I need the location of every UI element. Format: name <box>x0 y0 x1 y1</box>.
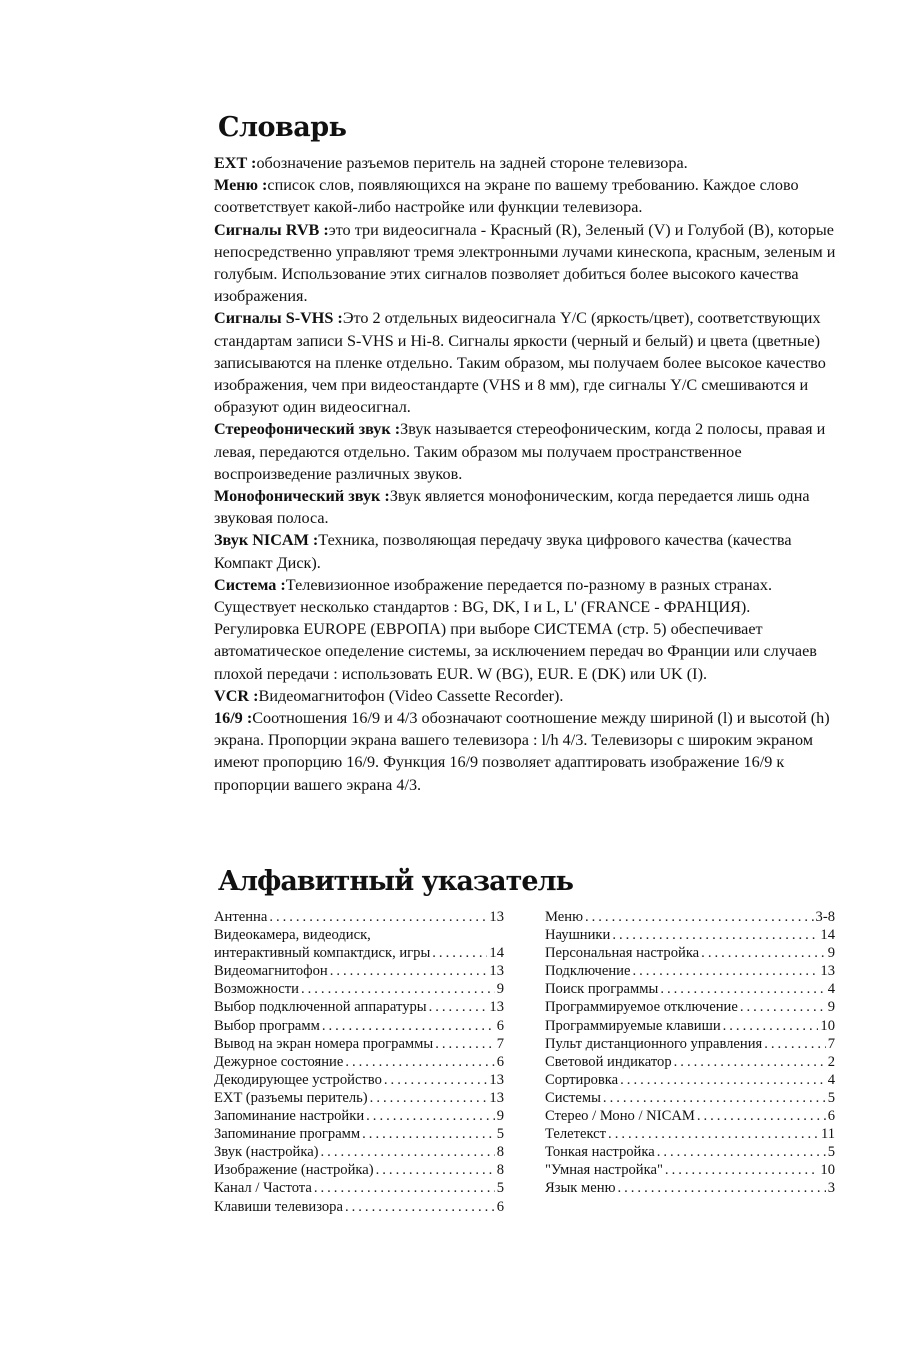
index-entry-label: Выбор программ <box>214 1017 320 1034</box>
index-entry-page: 13 <box>489 1089 504 1106</box>
index-entry-label: Тонкая настройка <box>545 1144 655 1161</box>
index-entry <box>214 1089 504 1107</box>
index-entry-page: 14 <box>489 945 504 962</box>
index-entry-label: Запоминание программ <box>214 1126 361 1143</box>
index-entry <box>545 908 835 926</box>
index-entry <box>545 1071 835 1089</box>
glossary-term: Сигналы S-VHS : <box>214 309 343 328</box>
index-entry <box>545 1143 835 1161</box>
index-entry-page: 9 <box>827 999 835 1016</box>
index-entry-label: "Умная настройка" <box>545 1162 663 1179</box>
index-entry-label: Антенна <box>214 909 268 925</box>
dot-leader <box>301 980 495 998</box>
dot-leader <box>697 1107 826 1125</box>
index-entry-page: 13 <box>820 963 835 980</box>
dot-leader <box>330 962 488 980</box>
glossary-term: Звук NICAM : <box>214 531 319 550</box>
dot-leader <box>429 998 488 1016</box>
index-entry <box>545 1089 835 1107</box>
index-entry-page: 8 <box>496 1144 504 1161</box>
index-entry <box>214 944 504 962</box>
index-entry-label: Звук (настройка) <box>214 1144 319 1161</box>
glossary-term: 16/9 : <box>214 709 253 728</box>
dot-leader <box>314 1179 495 1197</box>
index-entry-label: Программируемые клавиши <box>545 1017 721 1034</box>
glossary-entry <box>214 152 854 174</box>
index-entry-page: 6 <box>496 1198 504 1215</box>
dot-leader <box>585 908 814 926</box>
index-entry <box>214 1017 504 1035</box>
index-entry <box>214 1179 504 1197</box>
glossary-definition: список слов, появляющихся на экране по вашему требованию. Каждое слово соответствует какой-либо настройке или функции телевизора. <box>214 176 799 217</box>
dot-leader <box>617 1179 825 1197</box>
index-entry-page: 13 <box>489 1071 504 1088</box>
index-entry <box>214 926 504 944</box>
glossary-entry <box>214 219 854 308</box>
glossary-definition: Регулировка EUROPE (ЕВРОПА) при выборе СИСТЕМА (стр. 5) обеспечивает автоматическое опеделение системы, за исключением передач во Франции или случаев плохой передачи : использовать EUR. W (BG), EUR. E (DK) или UK (I). <box>214 620 817 683</box>
dot-leader <box>384 1071 488 1089</box>
index-entry-page: 8 <box>496 1162 504 1179</box>
index-entry <box>545 980 835 998</box>
dot-leader <box>657 1143 826 1161</box>
glossary-term: Монофонический звук : <box>214 487 390 506</box>
index-entry-page: 13 <box>489 909 504 925</box>
index-entry-page: 9 <box>496 981 504 998</box>
glossary-term: Система : <box>214 575 286 594</box>
glossary-entry <box>214 307 854 418</box>
glossary-definition: Телевизионное изображение передается по-разному в разных странах. Существует несколько стандартов : BG, DK, I и L, L' (FRANCE - ФРАНЦИЯ). <box>214 575 772 617</box>
index-entry-label: Световой индикатор <box>545 1053 672 1070</box>
dot-leader <box>345 1053 494 1071</box>
dot-leader <box>603 1089 826 1107</box>
dot-leader <box>370 1089 488 1107</box>
index-entry-label: Дежурное состояние <box>214 1053 344 1070</box>
index-entry-label: Меню <box>545 909 583 925</box>
glossary-term: Меню : <box>214 176 268 195</box>
index-entry-page: 5 <box>496 1126 504 1143</box>
dot-leader <box>322 1017 495 1035</box>
dot-leader <box>608 1125 819 1143</box>
index-entry-page: 7 <box>496 1035 504 1052</box>
index-column-left <box>214 908 504 1216</box>
index-entry <box>545 1125 835 1143</box>
dot-leader <box>701 944 826 962</box>
index-entry-label: Поиск программы <box>545 981 659 998</box>
index-entry <box>214 1198 504 1216</box>
index-entry <box>214 908 504 926</box>
glossary-definition: обозначение разъемов перитель на задней стороне телевизора. <box>256 154 688 172</box>
index-entry-page: 5 <box>827 1144 835 1161</box>
index-entry <box>545 1161 835 1179</box>
index-entry-label: Возможности <box>214 981 299 998</box>
index-entry-page: 10 <box>820 1162 835 1179</box>
dot-leader <box>366 1107 495 1125</box>
index-entry <box>214 1125 504 1143</box>
index-entry <box>545 1053 835 1071</box>
dot-leader <box>764 1035 825 1053</box>
index-entry-page: 4 <box>827 1071 835 1088</box>
index-entry-page: 6 <box>496 1017 504 1034</box>
dot-leader <box>632 962 818 980</box>
index-entry-page: 14 <box>820 927 835 944</box>
index-entry-label: Клавиши телевизора <box>214 1198 343 1215</box>
index-entry <box>214 1161 504 1179</box>
index-entry <box>545 998 835 1016</box>
glossary-entry <box>214 485 854 529</box>
index-entry-page: 4 <box>827 981 835 998</box>
dot-leader <box>660 980 825 998</box>
index-entry-label: Канал / Частота <box>214 1180 312 1197</box>
glossary-term: EXT : <box>214 154 257 172</box>
glossary-definition: Видеомагнитофон (Video Cassette Recorder). <box>258 686 564 705</box>
dot-leader <box>674 1053 826 1071</box>
glossary-title: Словарь <box>218 112 347 143</box>
index-entry <box>214 1053 504 1071</box>
glossary-list <box>214 152 854 796</box>
index-entry-label: Программируемое отключение <box>545 999 738 1016</box>
index-entry-label: Сортировка <box>545 1071 619 1088</box>
index-entry <box>214 962 504 980</box>
glossary-entry <box>214 418 854 485</box>
index-entry-label: EXT (разъемы перитель) <box>214 1089 368 1106</box>
index-entry-label: Видеокамера, видеодиск, <box>214 927 371 944</box>
index-entry-label: Вывод на экран номера программы <box>214 1035 434 1052</box>
index-entry <box>545 1179 835 1197</box>
dot-leader <box>620 1071 826 1089</box>
index-entry <box>214 980 504 998</box>
index-entry <box>214 1107 504 1125</box>
glossary-definition: Соотношения 16/9 и 4/3 обозначают соотношение между шириной (l) и высотой (h) экрана. Пропорции экрана вашего телевизора : l/h 4/3. Телевизоры с широким экраном имеют пропорцию 16/9. Функция 16/9 позволяет адаптировать изображение 16/9 к пропорции вашего экрана 4/3. <box>214 709 830 794</box>
index-entry-label: Системы <box>545 1089 601 1106</box>
index-entry <box>214 1071 504 1089</box>
index-entry-page: 5 <box>827 1089 835 1106</box>
dot-leader <box>740 998 826 1016</box>
index-entry <box>545 1017 835 1035</box>
dot-leader <box>269 908 487 926</box>
index-entry <box>214 1035 504 1053</box>
glossary-definition: Звук является монофоническим, когда передается лишь одна звуковая полоса. <box>214 487 810 528</box>
dot-leader <box>665 1161 818 1179</box>
index-entry <box>214 998 504 1016</box>
dot-leader <box>376 1161 495 1179</box>
glossary-term: Сигналы RVB : <box>214 220 329 239</box>
index-column-right <box>545 908 835 1198</box>
dot-leader <box>612 926 818 944</box>
index-title: Алфавитный указатель <box>218 866 573 897</box>
index-entry-label: интерактивный компактдиск, игры <box>214 945 431 962</box>
index-entry-page: 6 <box>827 1108 835 1125</box>
dot-leader <box>345 1198 495 1216</box>
glossary-definition: Техника, позволяющая передачу звука цифрового качества (качества Компакт Диск). <box>214 531 792 572</box>
dot-leader <box>321 1143 495 1161</box>
index-entry-label: Язык меню <box>545 1180 616 1197</box>
index-entry <box>545 962 835 980</box>
index-entry-label: Персональная настройка <box>545 945 700 962</box>
index-entry-page: 6 <box>496 1053 504 1070</box>
dot-leader <box>432 944 487 962</box>
index-entry <box>545 926 835 944</box>
dot-leader <box>723 1017 819 1035</box>
index-entry-page: 13 <box>489 999 504 1016</box>
glossary-term: VCR : <box>214 686 259 705</box>
glossary-entry <box>214 707 854 796</box>
index-entry-label: Стерео / Моно / NICAM <box>545 1108 695 1125</box>
index-entry <box>545 1107 835 1125</box>
index-entry-label: Изображение (настройка) <box>214 1162 374 1179</box>
index-entry-page: 7 <box>827 1035 835 1052</box>
index-entry-page: 9 <box>496 1108 504 1125</box>
index-entry-page: 5 <box>496 1180 504 1197</box>
glossary-definition: Это 2 отдельных видеосигнала Y/C (яркость/цвет), соответствующих стандартам записи S-VHS и Hi-8. Сигналы яркости (черный и белый) и цвета (цветные) записываются на пленке отдельно. Таким образом, мы получаем более высокое качество изображения, чем при видеостандарте (VHS и 8 мм), где сигналы Y/C смешиваются и образуют один видеосигнал. <box>214 309 826 417</box>
glossary-term: Стереофонический звук : <box>214 420 401 439</box>
index-entry-page: 3-8 <box>815 909 835 925</box>
index-entry-page: 3 <box>827 1180 835 1197</box>
index-entry-label: Видеомагнитофон <box>214 963 328 980</box>
glossary-entry <box>214 174 854 218</box>
glossary-entry <box>214 574 854 618</box>
index-entry <box>545 1035 835 1053</box>
index-entry-page: 10 <box>820 1017 835 1034</box>
dot-leader <box>435 1035 494 1053</box>
index-entry-label: Декодирующее устройство <box>214 1071 382 1088</box>
glossary-definition: это три видеосигнала - Красный (R), Зеленый (V) и Голубой (B), которые непосредственно управляют тремя электронными лучами кинескопа, красным, зеленым и голубым. Использование этих сигналов позволяет добиться более высокого качества изображения. <box>214 220 836 306</box>
index-entry-page: 9 <box>827 945 835 962</box>
glossary-entry <box>214 685 854 707</box>
index-entry-label: Телетекст <box>545 1126 607 1143</box>
index-entry-page: 2 <box>827 1053 835 1070</box>
glossary-definition: Звук называется стереофоническим, когда 2 полосы, правая и левая, передаются отдельно. Таким образом мы получаем пространственное воспроизведение различных звуков. <box>214 420 826 483</box>
index-entry-label: Пульт дистанционного управления <box>545 1035 763 1052</box>
index-entry-label: Подключение <box>545 963 631 980</box>
index-entry <box>214 1143 504 1161</box>
glossary-entry <box>214 529 854 573</box>
index-entry <box>545 944 835 962</box>
index-entry-label: Выбор подключенной аппаратуры <box>214 999 427 1016</box>
index-entry-label: Запоминание настройки <box>214 1108 365 1125</box>
index-entry-page: 13 <box>489 963 504 980</box>
index-entry-page: 11 <box>820 1126 835 1143</box>
glossary-entry <box>214 618 854 685</box>
index-entry-label: Наушники <box>545 927 611 944</box>
dot-leader <box>362 1125 495 1143</box>
